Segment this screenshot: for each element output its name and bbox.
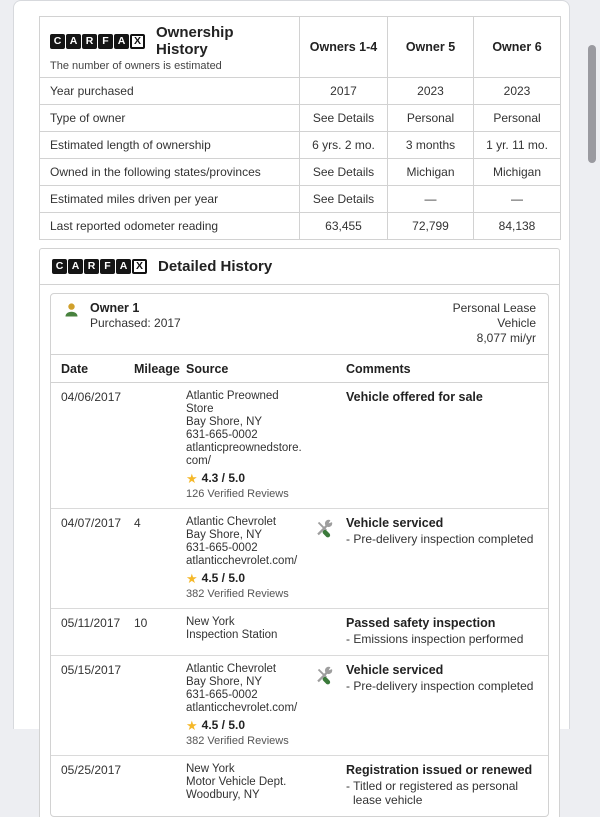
event-comments [346, 516, 540, 600]
owner-name: Owner 1 [90, 301, 140, 315]
report-page [13, 0, 570, 807]
verified-reviews: 126 Verified Reviews [186, 488, 289, 500]
verified-reviews: 382 Verified Reviews [186, 588, 289, 600]
column-header-comments: Comments [346, 362, 411, 376]
source-line: Bay Shore, NY [186, 529, 263, 541]
history-event-row [51, 508, 548, 608]
ownership-row-value: 72,799 [388, 213, 474, 240]
ownership-row-value: Personal [388, 105, 474, 132]
source-line: Atlantic Preowned Store [186, 390, 279, 415]
scrollbar-thumb[interactable] [588, 45, 596, 163]
ownership-row-value: — [388, 186, 474, 213]
ownership-row [40, 105, 561, 132]
ownership-row-value: 84,138 [474, 213, 561, 240]
event-comments [346, 616, 540, 647]
ownership-row-value: 63,455 [300, 213, 388, 240]
ownership-row-value: See Details [300, 105, 388, 132]
ownership-row-value: Michigan [388, 159, 474, 186]
ownership-row-value: Personal [474, 105, 561, 132]
ownership-row-label: Estimated length of ownership [40, 132, 300, 159]
owner-type-line-2: Vehicle [497, 316, 536, 330]
source-line: Motor Vehicle Dept. [186, 775, 287, 788]
history-event-row [51, 755, 548, 816]
dealer-rating [186, 718, 307, 733]
source-line: New York [186, 762, 235, 775]
owner-column-header: Owner 6 [474, 17, 561, 78]
event-comment-title: Vehicle serviced [346, 662, 444, 677]
event-comment-title: Registration issued or renewed [346, 762, 533, 777]
owner-miles-per-year: 8,077 mi/yr [476, 331, 536, 345]
owner-column-header: Owners 1-4 [300, 17, 388, 78]
star-icon: ★ [186, 571, 198, 586]
carfax-logo-letter: A [116, 259, 131, 274]
event-comment-detail: - Pre-delivery inspection completed [346, 532, 534, 546]
event-date: 04/07/2017 [61, 516, 122, 530]
column-header-date: Date [61, 362, 89, 376]
event-comment-detail: - Titled or registered as personal lease vehicle [346, 778, 519, 807]
detailed-history-section [39, 248, 560, 817]
star-icon: ★ [186, 471, 198, 486]
owner-purchased: Purchased: 2017 [90, 316, 181, 330]
carfax-logo-letter: C [50, 34, 65, 49]
ownership-row-label: Type of owner [40, 105, 300, 132]
event-mileage [134, 763, 186, 808]
source-line: Bay Shore, NY [186, 675, 263, 688]
carfax-logo-letter: A [68, 259, 83, 274]
history-event-row [51, 655, 548, 755]
rating-value: 4.3 / 5.0 [201, 471, 246, 485]
source-line: New York [186, 616, 235, 628]
event-date: 04/06/2017 [61, 390, 122, 404]
ownership-history-title: Ownership History [156, 24, 234, 58]
event-date: 05/15/2017 [61, 662, 122, 677]
event-comments [346, 663, 540, 747]
detailed-history-title: Detailed History [158, 258, 273, 275]
event-mileage [134, 663, 186, 747]
event-source [186, 390, 313, 500]
source-line: 631-665-0002 [186, 542, 258, 554]
ownership-row-value: Michigan [474, 159, 561, 186]
owner-type-line-1: Personal Lease [452, 301, 536, 315]
source-line: Atlantic Chevrolet [186, 516, 277, 528]
carfax-logo-letter: C [52, 259, 67, 274]
service-wrench-screwdriver-icon [313, 516, 346, 600]
ownership-row [40, 78, 561, 105]
ownership-row-value: See Details [300, 159, 388, 186]
source-line: Bay Shore, NY [186, 416, 263, 428]
source-line: 631-665-0002 [186, 429, 258, 441]
source-line: Woodbury, NY [186, 788, 260, 801]
verified-reviews: 382 Verified Reviews [186, 734, 289, 747]
event-source [186, 663, 313, 747]
carfax-logo-letter: A [66, 34, 81, 49]
column-header-source: Source [186, 362, 229, 376]
ownership-row-label: Year purchased [40, 78, 300, 105]
event-comment-title: Passed safety inspection [346, 616, 496, 630]
ownership-table [39, 16, 561, 240]
event-comment-title: Vehicle serviced [346, 516, 444, 530]
carfax-logo [52, 259, 147, 274]
owner-column-header: Owner 5 [388, 17, 474, 78]
detailed-history-header [40, 249, 559, 285]
star-icon: ★ [186, 717, 198, 733]
ownership-row-label: Last reported odometer reading [40, 213, 300, 240]
event-comments [346, 763, 540, 808]
event-source [186, 516, 313, 600]
rating-value: 4.5 / 5.0 [201, 571, 246, 585]
carfax-logo-letter: A [114, 34, 129, 49]
ownership-row-value: 2023 [474, 78, 561, 105]
owner-1-card [50, 293, 549, 817]
icon-gutter [313, 390, 346, 500]
icon-gutter [313, 362, 346, 376]
service-wrench-screwdriver-icon [313, 663, 346, 747]
history-event-row [51, 383, 548, 508]
carfax-logo-letter: X [130, 34, 145, 49]
carfax-logo-letter: R [82, 34, 97, 49]
owner-banner [51, 294, 548, 355]
source-line: 631-665-0002 [186, 688, 258, 701]
owner-person-icon [63, 302, 80, 319]
event-source [186, 616, 313, 647]
carfax-logo [50, 34, 145, 49]
event-mileage: 10 [134, 616, 148, 630]
history-event-row [51, 608, 548, 655]
ownership-row-value: 6 yrs. 2 mo. [300, 132, 388, 159]
carfax-logo-letter: F [100, 259, 115, 274]
events-table-header [51, 355, 548, 383]
source-line: Inspection Station [186, 629, 278, 641]
source-line: atlanticchevrolet.com/ [186, 701, 298, 714]
ownership-row-value: See Details [300, 186, 388, 213]
icon-gutter [313, 763, 346, 808]
carfax-logo-letter: X [132, 259, 147, 274]
ownership-row-value: 3 months [388, 132, 474, 159]
ownership-row [40, 159, 561, 186]
ownership-title-cell [40, 17, 300, 78]
event-comment-detail: - Pre-delivery inspection completed [346, 678, 534, 693]
ownership-row-value: — [474, 186, 561, 213]
events-table-body [51, 383, 548, 816]
ownership-header-row [40, 17, 561, 78]
ownership-row-value: 2023 [388, 78, 474, 105]
ownership-row-label: Owned in the following states/provinces [40, 159, 300, 186]
source-line: atlanticchevrolet.com/ [186, 555, 298, 567]
column-header-mileage: Mileage [134, 362, 180, 376]
ownership-row-value: 2017 [300, 78, 388, 105]
event-comments [346, 390, 540, 500]
source-line: Atlantic Chevrolet [186, 662, 277, 675]
carfax-logo-letter: F [98, 34, 113, 49]
event-mileage [134, 390, 186, 500]
ownership-row [40, 186, 561, 213]
event-date: 05/25/2017 [61, 762, 122, 777]
dealer-rating [186, 571, 307, 586]
event-mileage: 4 [134, 516, 141, 530]
icon-gutter [313, 616, 346, 647]
carfax-logo-letter: R [84, 259, 99, 274]
event-comment-title: Vehicle offered for sale [346, 390, 483, 404]
event-source [186, 763, 313, 808]
dealer-rating [186, 471, 307, 486]
event-comment-detail: - Emissions inspection performed [346, 632, 524, 646]
rating-value: 4.5 / 5.0 [201, 717, 246, 732]
ownership-row [40, 213, 561, 240]
source-line: atlanticpreownedstore.com/ [186, 442, 302, 467]
ownership-subtitle: The number of owners is estimated [50, 60, 222, 72]
event-date: 05/11/2017 [61, 616, 121, 630]
ownership-row-label: Estimated miles driven per year [40, 186, 300, 213]
ownership-row [40, 132, 561, 159]
ownership-row-value: 1 yr. 11 mo. [474, 132, 561, 159]
ownership-history-section [39, 16, 560, 240]
